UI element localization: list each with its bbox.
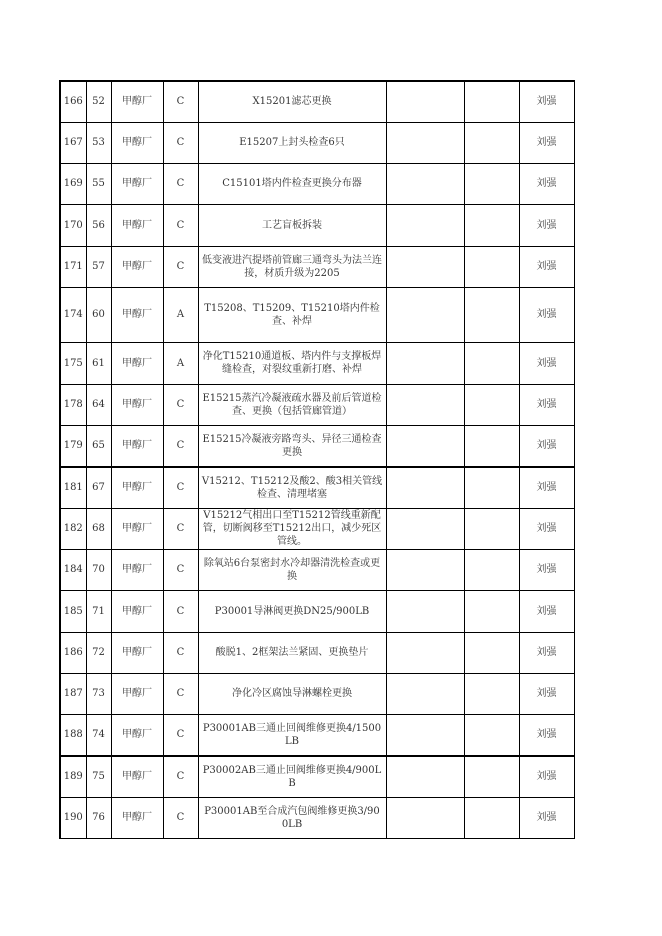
- table-row: [60, 342, 574, 384]
- table-row: [60, 797, 574, 838]
- table-row: [60, 122, 574, 163]
- cell-dept[interactable]: 甲醇厂: [111, 714, 163, 756]
- cell-grade[interactable]: C: [163, 122, 198, 163]
- maintenance-task-table: [59, 80, 575, 839]
- cell-dept[interactable]: 甲醇厂: [111, 425, 163, 467]
- cell-description[interactable]: E15215冷凝液旁路弯头、异径三通检查更换: [198, 425, 386, 467]
- table-body: [60, 81, 574, 838]
- cell-person[interactable]: 刘强: [519, 287, 574, 342]
- cell-no[interactable]: 73: [86, 673, 111, 714]
- cell-col6[interactable]: [386, 756, 464, 797]
- cell-no[interactable]: 56: [86, 204, 111, 246]
- table-row: [60, 81, 574, 122]
- cell-col6[interactable]: [386, 122, 464, 163]
- cell-col6[interactable]: [386, 714, 464, 756]
- cell-col6[interactable]: [386, 246, 464, 287]
- cell-grade[interactable]: A: [163, 287, 198, 342]
- cell-col6[interactable]: [386, 632, 464, 673]
- cell-seq[interactable]: 179: [60, 425, 86, 467]
- cell-grade[interactable]: C: [163, 756, 198, 797]
- cell-dept[interactable]: 甲醇厂: [111, 549, 163, 590]
- table-row: [60, 204, 574, 246]
- table-row: [60, 425, 574, 467]
- cell-col6[interactable]: [386, 342, 464, 384]
- table-row: [60, 756, 574, 797]
- cell-description[interactable]: C15101塔内件检查更换分布器: [198, 163, 386, 204]
- cell-col7[interactable]: [464, 246, 519, 287]
- cell-seq[interactable]: 184: [60, 549, 86, 590]
- cell-description[interactable]: 除氧站6台泵密封水冷却器清洗检查或更换: [198, 549, 386, 590]
- table-row: [60, 590, 574, 632]
- cell-col7[interactable]: [464, 287, 519, 342]
- cell-grade[interactable]: C: [163, 204, 198, 246]
- table-row: [60, 714, 574, 756]
- cell-description[interactable]: V15212气相出口至T15212管线重新配管，切断阀移至T15212出口，减少死区管线。: [198, 508, 386, 549]
- cell-description[interactable]: E15215蒸汽冷凝液疏水器及前后管道检查、更换（包括管廊管道）: [198, 384, 386, 425]
- cell-dept[interactable]: 甲醇厂: [111, 797, 163, 838]
- cell-col7[interactable]: [464, 122, 519, 163]
- cell-person[interactable]: 刘强: [519, 467, 574, 508]
- cell-dept[interactable]: 甲醇厂: [111, 342, 163, 384]
- cell-col7[interactable]: [464, 81, 519, 122]
- cell-dept[interactable]: 甲醇厂: [111, 590, 163, 632]
- cell-col6[interactable]: [386, 590, 464, 632]
- cell-no[interactable]: 55: [86, 163, 111, 204]
- cell-description[interactable]: 净化T15210通道板、塔内件与支撑板焊缝检查，对裂纹重新打磨、补焊: [198, 342, 386, 384]
- cell-description[interactable]: X15201滤芯更换: [198, 81, 386, 122]
- cell-person[interactable]: 刘强: [519, 508, 574, 549]
- cell-col7[interactable]: [464, 673, 519, 714]
- cell-col7[interactable]: [464, 467, 519, 508]
- cell-person[interactable]: 刘强: [519, 163, 574, 204]
- cell-grade[interactable]: C: [163, 632, 198, 673]
- cell-person[interactable]: 刘强: [519, 384, 574, 425]
- cell-grade[interactable]: C: [163, 425, 198, 467]
- cell-grade[interactable]: C: [163, 673, 198, 714]
- cell-no[interactable]: 67: [86, 467, 111, 508]
- cell-col7[interactable]: [464, 163, 519, 204]
- cell-description[interactable]: 低变液进汽提塔前管廊三通弯头为法兰连接，材质升级为2205: [198, 246, 386, 287]
- cell-no[interactable]: 75: [86, 756, 111, 797]
- cell-person[interactable]: 刘强: [519, 549, 574, 590]
- cell-seq[interactable]: 167: [60, 122, 86, 163]
- cell-grade[interactable]: C: [163, 81, 198, 122]
- cell-col6[interactable]: [386, 204, 464, 246]
- cell-grade[interactable]: C: [163, 384, 198, 425]
- table-row: [60, 508, 574, 549]
- cell-seq[interactable]: 186: [60, 632, 86, 673]
- cell-person[interactable]: 刘强: [519, 246, 574, 287]
- cell-grade[interactable]: C: [163, 508, 198, 549]
- cell-seq[interactable]: 170: [60, 204, 86, 246]
- cell-seq[interactable]: 171: [60, 246, 86, 287]
- cell-dept[interactable]: 甲醇厂: [111, 632, 163, 673]
- cell-seq[interactable]: 169: [60, 163, 86, 204]
- cell-col6[interactable]: [386, 549, 464, 590]
- cell-col6[interactable]: [386, 287, 464, 342]
- cell-no[interactable]: 74: [86, 714, 111, 756]
- cell-no[interactable]: 72: [86, 632, 111, 673]
- cell-description[interactable]: V15212、T15212及酸2、酸3相关管线检查、清理堵塞: [198, 467, 386, 508]
- cell-dept[interactable]: 甲醇厂: [111, 204, 163, 246]
- cell-dept[interactable]: 甲醇厂: [111, 508, 163, 549]
- cell-dept[interactable]: 甲醇厂: [111, 756, 163, 797]
- cell-seq[interactable]: 187: [60, 673, 86, 714]
- cell-seq[interactable]: 190: [60, 797, 86, 838]
- cell-person[interactable]: 刘强: [519, 797, 574, 838]
- cell-no[interactable]: 64: [86, 384, 111, 425]
- cell-col6[interactable]: [386, 81, 464, 122]
- cell-seq[interactable]: 181: [60, 467, 86, 508]
- cell-person[interactable]: 刘强: [519, 714, 574, 756]
- cell-col6[interactable]: [386, 425, 464, 467]
- cell-col6[interactable]: [386, 673, 464, 714]
- cell-description[interactable]: T15208、T15209、T15210塔内件检查、补焊: [198, 287, 386, 342]
- cell-description[interactable]: 酸脱1、2框架法兰紧固、更换垫片: [198, 632, 386, 673]
- cell-col7[interactable]: [464, 384, 519, 425]
- cell-person[interactable]: 刘强: [519, 342, 574, 384]
- cell-no[interactable]: 68: [86, 508, 111, 549]
- table-row: [60, 246, 574, 287]
- cell-dept[interactable]: 甲醇厂: [111, 673, 163, 714]
- table-row: [60, 467, 574, 508]
- cell-seq[interactable]: 189: [60, 756, 86, 797]
- table-row: [60, 163, 574, 204]
- cell-seq[interactable]: 185: [60, 590, 86, 632]
- cell-grade[interactable]: C: [163, 590, 198, 632]
- cell-dept[interactable]: 甲醇厂: [111, 246, 163, 287]
- cell-description[interactable]: P30001AB三通止回阀维修更换4/1500LB: [198, 714, 386, 756]
- table-row: [60, 287, 574, 342]
- cell-person[interactable]: 刘强: [519, 204, 574, 246]
- cell-grade[interactable]: A: [163, 342, 198, 384]
- table-row: [60, 673, 574, 714]
- cell-seq[interactable]: 178: [60, 384, 86, 425]
- cell-description[interactable]: 工艺盲板拆装: [198, 204, 386, 246]
- table-row: [60, 632, 574, 673]
- cell-person[interactable]: 刘强: [519, 81, 574, 122]
- cell-description[interactable]: P30001AB至合成汽包阀维修更换3/900LB: [198, 797, 386, 838]
- cell-person[interactable]: 刘强: [519, 425, 574, 467]
- cell-person[interactable]: 刘强: [519, 632, 574, 673]
- cell-seq[interactable]: 182: [60, 508, 86, 549]
- cell-col7[interactable]: [464, 632, 519, 673]
- cell-no[interactable]: 71: [86, 590, 111, 632]
- cell-col6[interactable]: [386, 508, 464, 549]
- cell-seq[interactable]: 188: [60, 714, 86, 756]
- cell-seq[interactable]: 166: [60, 81, 86, 122]
- cell-person[interactable]: 刘强: [519, 756, 574, 797]
- cell-col6[interactable]: [386, 467, 464, 508]
- cell-grade[interactable]: C: [163, 714, 198, 756]
- cell-no[interactable]: 76: [86, 797, 111, 838]
- cell-grade[interactable]: C: [163, 467, 198, 508]
- cell-dept[interactable]: 甲醇厂: [111, 122, 163, 163]
- cell-col7[interactable]: [464, 590, 519, 632]
- cell-grade[interactable]: C: [163, 549, 198, 590]
- cell-person[interactable]: 刘强: [519, 673, 574, 714]
- cell-col7[interactable]: [464, 797, 519, 838]
- cell-dept[interactable]: 甲醇厂: [111, 163, 163, 204]
- cell-no[interactable]: 70: [86, 549, 111, 590]
- cell-grade[interactable]: C: [163, 163, 198, 204]
- cell-person[interactable]: 刘强: [519, 122, 574, 163]
- cell-col7[interactable]: [464, 425, 519, 467]
- cell-grade[interactable]: C: [163, 246, 198, 287]
- cell-col6[interactable]: [386, 797, 464, 838]
- cell-col7[interactable]: [464, 549, 519, 590]
- cell-seq[interactable]: 175: [60, 342, 86, 384]
- cell-description[interactable]: E15207上封头检查6只: [198, 122, 386, 163]
- cell-no[interactable]: 60: [86, 287, 111, 342]
- cell-grade[interactable]: C: [163, 797, 198, 838]
- cell-description[interactable]: P30001导淋阀更换DN25/900LB: [198, 590, 386, 632]
- cell-person[interactable]: 刘强: [519, 590, 574, 632]
- cell-description[interactable]: P30002AB三通止回阀维修更换4/900LB: [198, 756, 386, 797]
- cell-no[interactable]: 52: [86, 81, 111, 122]
- table-row: [60, 384, 574, 425]
- cell-no[interactable]: 61: [86, 342, 111, 384]
- cell-no[interactable]: 65: [86, 425, 111, 467]
- cell-col7[interactable]: [464, 508, 519, 549]
- cell-col7[interactable]: [464, 756, 519, 797]
- cell-dept[interactable]: 甲醇厂: [111, 467, 163, 508]
- cell-no[interactable]: 53: [86, 122, 111, 163]
- cell-no[interactable]: 57: [86, 246, 111, 287]
- cell-dept[interactable]: 甲醇厂: [111, 81, 163, 122]
- table-row: [60, 549, 574, 590]
- cell-seq[interactable]: 174: [60, 287, 86, 342]
- cell-col6[interactable]: [386, 163, 464, 204]
- cell-col7[interactable]: [464, 204, 519, 246]
- cell-col7[interactable]: [464, 342, 519, 384]
- cell-dept[interactable]: 甲醇厂: [111, 287, 163, 342]
- cell-description[interactable]: 净化冷区腐蚀导淋螺栓更换: [198, 673, 386, 714]
- cell-col6[interactable]: [386, 384, 464, 425]
- cell-col7[interactable]: [464, 714, 519, 756]
- cell-dept[interactable]: 甲醇厂: [111, 384, 163, 425]
